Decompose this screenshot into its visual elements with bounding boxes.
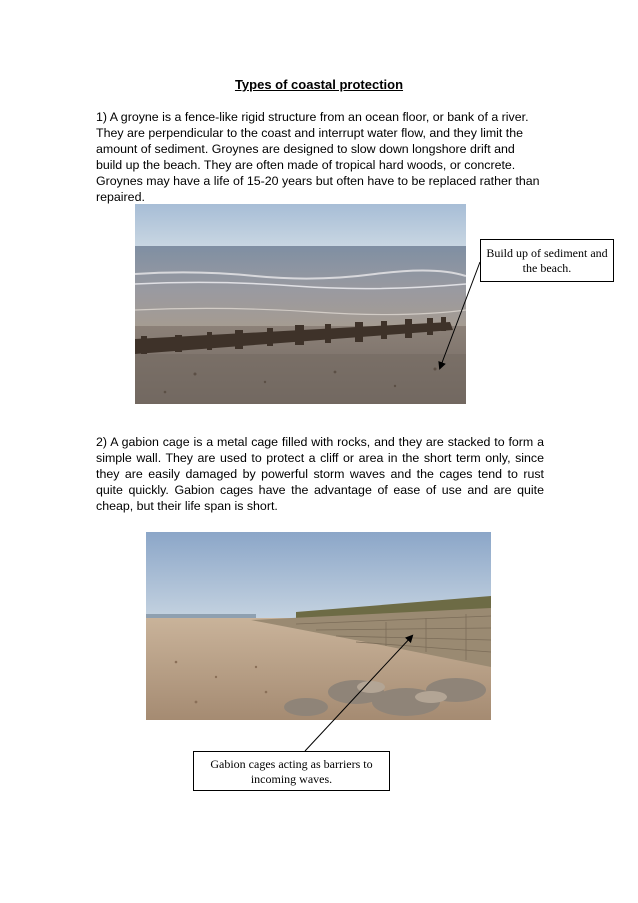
sediment-callout: Build up of sediment and the beach. xyxy=(480,239,614,282)
groyne-paragraph: 1) A groyne is a fence-like rigid structure from an ocean floor, or bank of a river. They are perpendicular to the coast and interrupt water flow, and they limit the amount of sediment. Groynes are designed to slow down longshore drift and build up the beach. They are often made of tropical hard woods, or concrete. Groynes may have a life of 15-20 years but often have to be replaced rather than repaired. xyxy=(96,110,540,204)
gabion-paragraph: 2) A gabion cage is a metal cage filled with rocks, and they are stacked to form a simple wall. They are used to protect a cliff or area in the short term only, since they are easily damaged by powerful storm waves and the cages tend to rust quite quickly. Gabion cages have the advantage of ease of use and are quite cheap, but their life span is short. xyxy=(96,435,544,513)
groyne-beach-photo xyxy=(135,204,466,404)
gabion-wall-photo xyxy=(146,532,491,720)
gabion-callout: Gabion cages acting as barriers to incoming waves. xyxy=(193,751,390,791)
page-title: Types of coastal protection xyxy=(234,77,404,92)
